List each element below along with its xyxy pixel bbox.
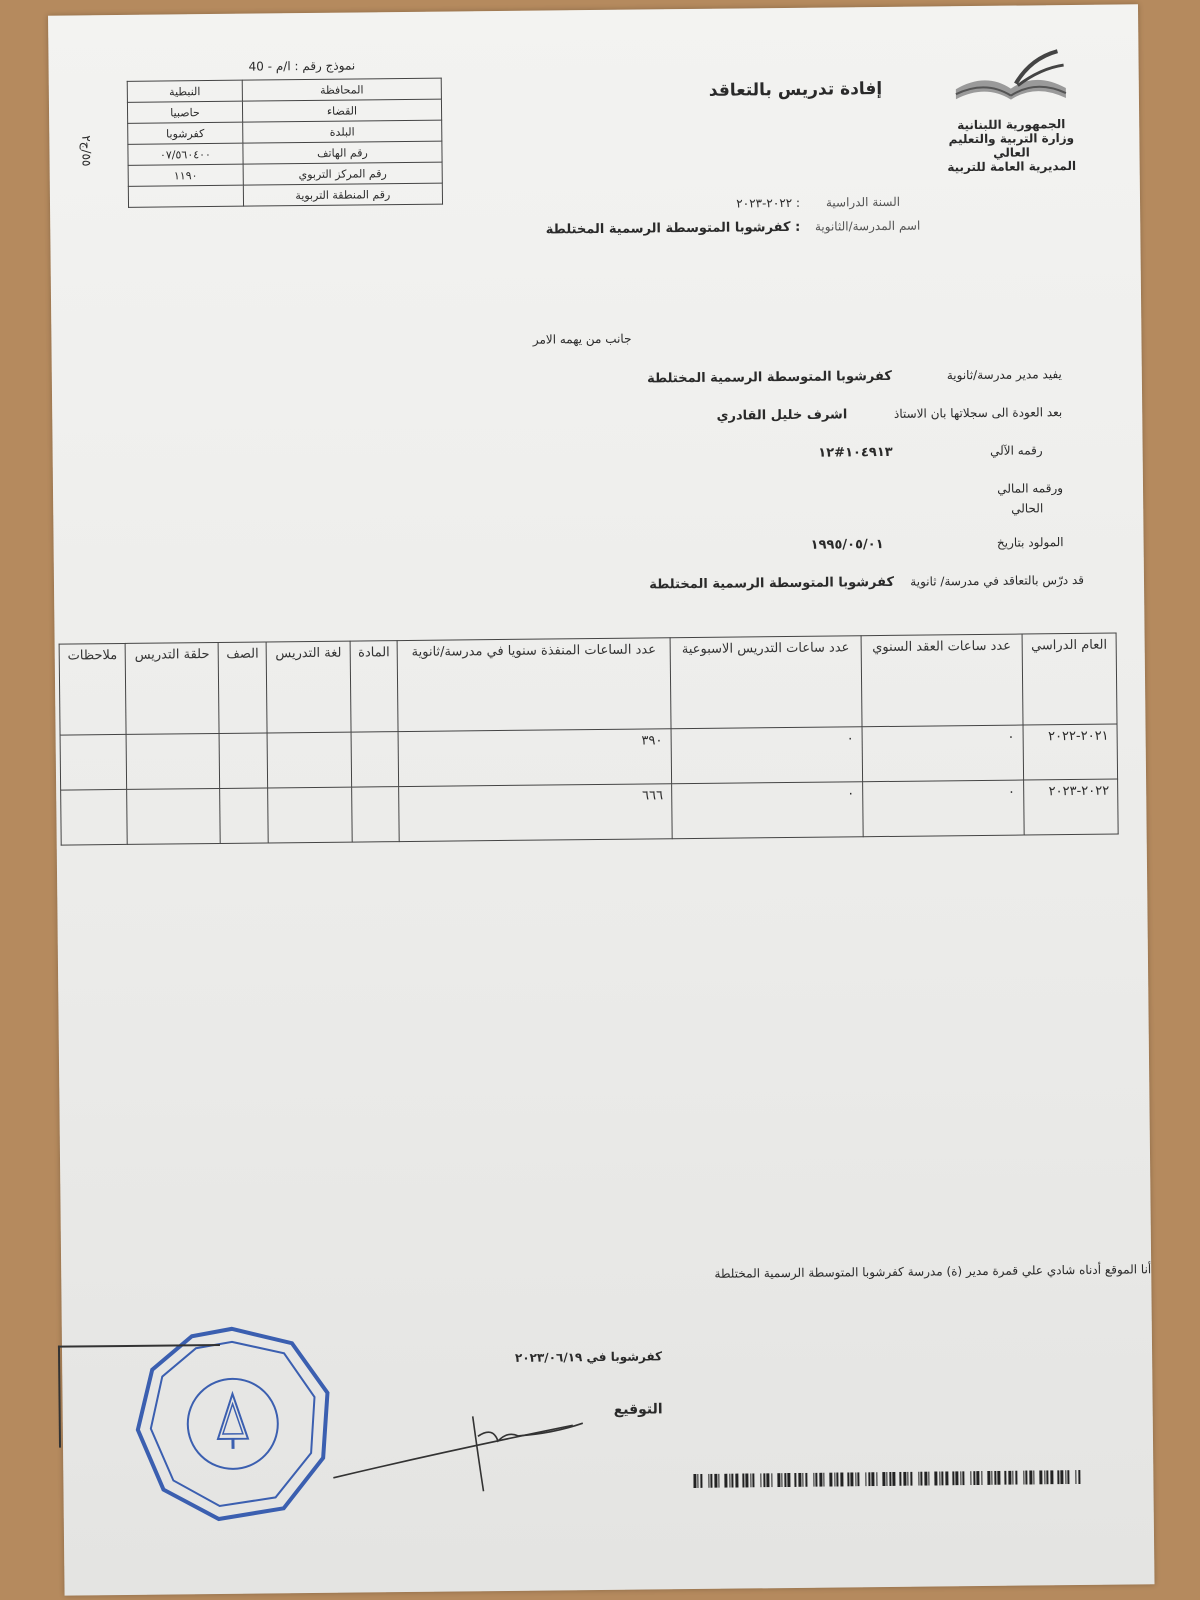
table-cell: ٠ [671,782,863,839]
location-info-table [127,78,443,208]
barcode-bar [781,1473,782,1487]
ministry-logo [940,43,1081,174]
corner-mark [58,1344,221,1448]
barcode-bar [745,1473,748,1487]
barcode-bar [714,1474,717,1488]
barcode-bar [889,1472,891,1486]
table-cell [220,788,269,843]
barcode-bar [1067,1470,1069,1484]
barcode-bar [815,1473,817,1487]
barcode-bar [771,1473,772,1487]
line6-label: قد درّس بالتعاقد في مدرسة/ ثانوية [910,572,1085,589]
info-label: القضاء [242,99,441,122]
teacher-name: اشرف خليل القادري [716,407,848,424]
barcode-bar [802,1473,803,1487]
table-cell [219,733,268,788]
table-header: ملاحظات [59,643,126,735]
side-note: ٥٥/ج٢ [79,135,94,167]
barcode-bar [865,1472,866,1486]
line2-label: بعد العودة الى سجلاتها بان الاستاذ [893,405,1063,421]
barcode-bar [981,1471,982,1485]
barcode-bar [787,1473,790,1487]
barcode-bar [955,1471,958,1485]
table-cell: ٢٠٢١-٢٠٢٢ [1023,724,1118,780]
info-row [128,183,442,207]
barcode [693,1470,1083,1488]
info-label: رقم الهاتف [243,141,442,164]
table-cell [268,787,352,843]
barcode-bar [987,1471,990,1485]
barcode-bar [700,1474,702,1488]
book-emblem-icon [945,43,1076,114]
form-number: نموذج رقم : ا/م - 40 [248,58,356,74]
table-cell: ٠ [862,725,1023,782]
to-whom-it-may-concern: جانب من يهمه الامر [532,331,632,347]
info-value: حاصبيا [127,101,242,123]
republic-name: الجمهورية اللبنانية [957,117,1066,133]
table-cell [351,732,399,787]
barcode-bar [760,1473,761,1487]
table-cell [352,787,400,842]
barcode-bar [1023,1471,1024,1485]
year-label: السنة الدراسية [825,194,901,210]
document-title: إفادة تدريس بالتعاقد [708,78,883,101]
barcode-bar [871,1472,874,1486]
barcode-bar [735,1474,738,1488]
barcode-bar [868,1472,870,1486]
table-cell [267,732,351,788]
barcode-bar [697,1474,698,1488]
place-date: كفرشوبا في ٢٠٢٣/٠٦/١٩ [514,1349,663,1365]
barcode-bar [1060,1470,1063,1484]
barcode-bar [1039,1470,1042,1484]
line4-sub: الحالي [1011,501,1044,516]
barcode-bar [718,1474,719,1488]
barcode-bar [903,1472,906,1486]
barcode-bar [1050,1470,1053,1484]
school-label: اسم المدرسة/الثانوية [814,218,921,234]
barcode-bar [836,1473,838,1487]
barcode-bar [805,1473,807,1487]
barcode-bar [693,1474,696,1488]
table-cell: ٣٩٠ [398,729,671,787]
barcode-bar [798,1473,801,1487]
info-label: رقم المركز التربوي [243,162,442,185]
document-page [48,4,1154,1595]
barcode-bar [840,1472,843,1486]
barcode-bar [886,1472,887,1486]
table-cell: ٠ [671,727,863,784]
automatic-number: ١٠٤٩١٣#١٢ [818,444,893,461]
barcode-bar [1057,1470,1059,1484]
table-cell [60,734,127,790]
barcode-bar [997,1471,1000,1485]
table-row [61,779,1119,845]
barcode-bar [899,1472,901,1486]
barcode-bar [907,1472,908,1486]
barcode-bar [1075,1470,1076,1484]
barcode-bar [731,1474,733,1488]
barcode-bar [855,1472,856,1486]
ministry-name: وزارة التربية والتعليم العالي [948,130,1075,160]
barcode-bar [794,1473,796,1487]
barcode-bar [1015,1471,1017,1485]
directorate-name: المديرية العامة للتربية [947,158,1077,175]
barcode-bar [994,1471,996,1485]
info-label: البلدة [243,120,442,143]
line5-label: المولود بتاريخ [996,535,1064,550]
barcode-bar [763,1473,765,1487]
barcode-bar [952,1471,954,1485]
table-cell: ٢٠٢٢-٢٠٢٣ [1023,779,1118,835]
line4-label: ورقمه المالي [997,481,1064,496]
table-header: عدد الساعات المنفذة سنويا في مدرسة/ثانوية [397,638,670,732]
table-header: الصف [218,642,267,733]
info-value: ٠٧/٥٦٠٤٠٠ [128,143,243,165]
barcode-bar [976,1471,979,1485]
barcode-bar [857,1472,859,1486]
info-label: رقم المنطقة التربوية [243,183,442,206]
line1-label: يفيد مدير مدرسة/ثانوية [946,367,1062,383]
barcode-bar [834,1473,835,1487]
barcode-bar [1033,1470,1034,1484]
barcode-bar [847,1472,849,1486]
table-cell [61,789,128,845]
info-label: المحافظة [242,78,441,101]
barcode-bar [941,1471,943,1485]
barcode-bar [784,1473,786,1487]
info-value [128,185,243,207]
barcode-bar [970,1471,971,1485]
barcode-bar [960,1471,961,1485]
teaching-hours-table [59,633,1119,846]
barcode-bar [945,1471,948,1485]
barcode-bar [1078,1470,1080,1484]
barcode-bar [918,1472,919,1486]
barcode-bar [1008,1471,1011,1485]
barcode-bar [750,1473,751,1487]
barcode-bar [991,1471,992,1485]
barcode-bar [924,1472,927,1486]
barcode-bar [962,1471,964,1485]
table-header: لغة التدريس [266,641,351,733]
table-cell: ٠ [863,780,1024,837]
barcode-bar [1046,1470,1048,1484]
info-value: النبطية [127,80,242,102]
barcode-bar [724,1474,727,1488]
barcode-bar [882,1472,885,1486]
barcode-bar [742,1473,744,1487]
year-value: : ٢٠٢٢-٢٠٢٣ [736,195,801,211]
school-value: : كفرشوبا المتوسطة الرسمية المختلطة [545,219,801,238]
info-value: كفرشوبا [128,122,243,144]
table-header: عدد ساعات العقد السنوي [861,634,1023,727]
barcode-bar [850,1472,853,1486]
barcode-bar [729,1474,730,1488]
barcode-bar [920,1472,922,1486]
barcode-bar [819,1473,822,1487]
barcode-bar [1025,1471,1027,1485]
table-cell [126,733,220,789]
barcode-bar [1065,1470,1066,1484]
table-header: حلقة التدريس [125,642,219,734]
barcode-bar [928,1472,929,1486]
barcode-bar [892,1472,895,1486]
table-header: العام الدراسي [1022,633,1117,725]
line1-value: كفرشوبا المتوسطة الرسمية المختلطة [646,368,892,387]
barcode-bar [823,1473,824,1487]
barcode-bar [876,1472,877,1486]
barcode-bar [710,1474,712,1488]
barcode-bar [1029,1470,1032,1484]
barcode-bar [1004,1471,1006,1485]
info-value: ١١٩٠ [128,164,243,186]
barcode-bar [777,1473,780,1487]
signature-label: التوقيع [613,1401,663,1418]
barcode-bar [910,1472,912,1486]
table-header: المادة [350,641,398,732]
barcode-bar [813,1473,814,1487]
barcode-bar [939,1471,940,1485]
barcode-bar [829,1473,832,1487]
barcode-bar [1044,1470,1045,1484]
line6-value: كفرشوبا المتوسطة الرسمية المختلطة [649,574,895,593]
table-cell: ٦٦٦ [399,784,672,842]
handwritten-signature [323,1405,604,1498]
table-header: عدد ساعات التدريس الاسبوعية [670,636,862,729]
barcode-bar [1012,1471,1013,1485]
declaration-text: أنا الموقع أدناه شادي علي قمرة مدير (ة) مدرسة كفرشوبا المتوسطة الرسمية المختلطة [714,1262,1152,1281]
birth-date: ١٩٩٥/٠٥/٠١ [810,536,884,553]
line3-label: رقمه الآلي [990,443,1043,458]
barcode-bar [766,1473,769,1487]
barcode-bar [934,1471,937,1485]
barcode-bar [752,1473,754,1487]
table-cell [127,788,221,844]
barcode-bar [973,1471,975,1485]
barcode-bar [708,1474,709,1488]
